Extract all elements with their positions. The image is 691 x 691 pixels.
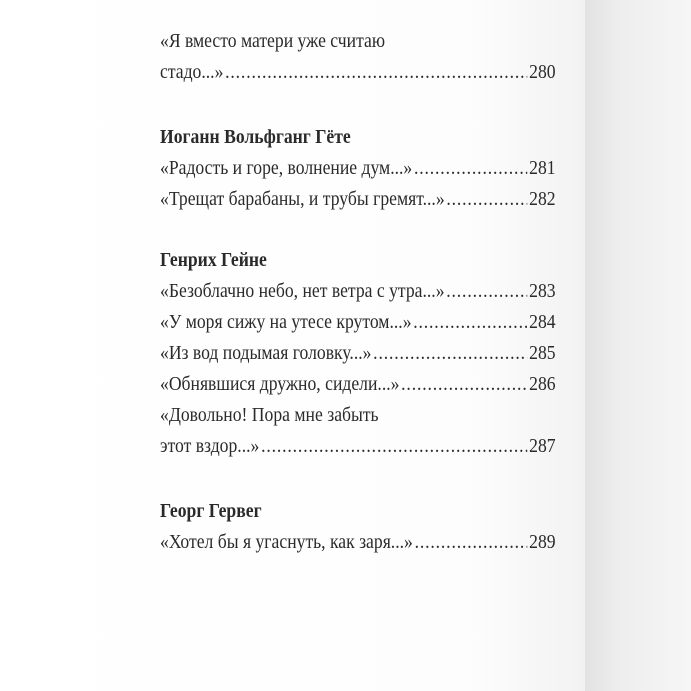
toc-entry-title: «Обнявшися дружно, сидели...»	[160, 373, 400, 395]
toc-section-continued	[160, 26, 556, 88]
table-of-contents	[160, 26, 556, 558]
toc-entry-title: «Радость и горе, волнение дум...»	[160, 157, 413, 179]
toc-entry[interactable]	[160, 338, 556, 369]
toc-page-number: 285	[529, 342, 556, 364]
toc-entry-title: «У моря сижу на утесе крутом...»	[160, 311, 412, 333]
page-edge-shadow	[585, 0, 691, 691]
toc-entry[interactable]	[160, 307, 556, 338]
toc-entry[interactable]	[160, 153, 556, 184]
dot-leader	[261, 431, 527, 462]
toc-section-heine	[160, 245, 556, 462]
toc-entry-title: «Я вместо матери уже считаю	[160, 30, 385, 52]
toc-page-number: 286	[529, 373, 556, 395]
toc-entry[interactable]	[160, 369, 556, 400]
toc-entry[interactable]	[160, 527, 556, 558]
toc-entry[interactable]	[160, 276, 556, 307]
toc-entry-title: «Хотел бы я угаснуть, как заря...»	[160, 531, 413, 553]
toc-entry-first-line	[160, 26, 556, 57]
toc-entry[interactable]	[160, 184, 556, 215]
toc-page-number: 282	[529, 188, 556, 210]
toc-author-heading: Генрих Гейне	[160, 249, 267, 271]
toc-author-heading: Иоганн Вольфганг Гёте	[160, 126, 351, 148]
toc-page-number: 289	[529, 531, 556, 553]
toc-page-number: 281	[529, 157, 556, 179]
toc-entry-title: «Безоблачно небо, нет ветра с утра...»	[160, 280, 445, 302]
dot-leader	[415, 527, 528, 558]
toc-entry-first-line	[160, 400, 556, 431]
toc-entry-title: «Трещат барабаны, и трубы гремят...»	[160, 188, 445, 210]
dot-leader	[373, 338, 527, 369]
toc-page-number: 287	[529, 435, 556, 457]
toc-page-number: 284	[529, 311, 556, 333]
toc-author-heading: Георг Гервег	[160, 500, 262, 522]
dot-leader	[446, 276, 527, 307]
toc-section-herwegh	[160, 496, 556, 558]
dot-leader	[225, 57, 527, 88]
toc-entry[interactable]	[160, 431, 556, 462]
toc-entry-title: стадо...»	[160, 61, 224, 83]
toc-entry-title: «Довольно! Пора мне забыть	[160, 404, 379, 426]
toc-entry-title: «Из вод подымая головку...»	[160, 342, 372, 364]
dot-leader	[446, 184, 527, 215]
dot-leader	[401, 369, 527, 400]
toc-section-goethe	[160, 122, 556, 215]
toc-page-number: 280	[529, 61, 556, 83]
toc-entry[interactable]	[160, 57, 556, 88]
toc-entry-title: этот вздор...»	[160, 435, 260, 457]
toc-page-number: 283	[529, 280, 556, 302]
dot-leader	[413, 307, 527, 338]
dot-leader	[414, 153, 527, 184]
